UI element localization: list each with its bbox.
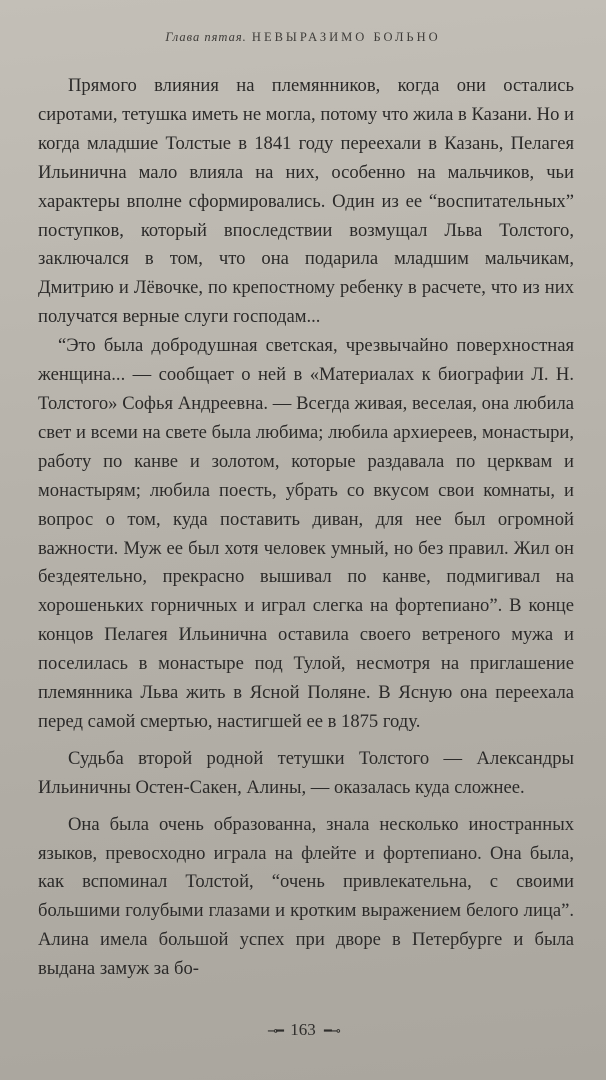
chapter-label: Глава пятая. (165, 30, 247, 44)
paragraph-1: Прямого влияния на племянников, когда они остались сиротами, тетушка иметь не могла, потому что жила в Казани. Но и когда младшие Толстые в 1841 году переехали в Казань, Пелагея Ильинична мало влияла на них, особенно на мальчиков, чьи характеры вполне сформировались. Один из ее “воспитательных” поступков, который впоследствии возмущал Льва Толстого, заключался в том, что она подарила младшим мальчикам, Дмитрию и Лёвочке, по крепостному ребенку в расчете, что из них получатся верные слуги господам... (38, 75, 574, 328)
chapter-title: НЕВЫРАЗИМО БОЛЬНО (251, 30, 441, 44)
ornament-left-icon: ⊸━ (267, 1023, 282, 1039)
running-head (0, 30, 606, 45)
page-footer (0, 1020, 606, 1040)
paragraph-3: Судьба второй родной тетушки Толстого — Александры Ильиничны Остен-Сакен, Алины, — оказалась куда сложнее. (38, 747, 574, 798)
ornament-right-icon: ━⊸ (324, 1023, 339, 1039)
page-number: 163 (290, 1020, 316, 1039)
paragraph-4: Она была очень образованна, знала несколько иностранных языков, превосходно играла на флейте и фортепиано. Она была, как вспоминал Толстой, “очень привлекательна, с своими большими голубыми глазами и кротким выражением белого лица”. Алина имела большой успех при дворе в Петербурге и была выдана замуж за бо- (38, 813, 574, 980)
body-text (38, 72, 574, 984)
paragraph-2: “Это была добродушная светская, чрезвычайно поверхностная женщина... — сообщает о ней в «Материалах к биографии Л. Н. Толстого» Софья Андреевна. — Всегда живая, веселая, она любила свет и всеми на свете была любима; любила архиереев, монастыри, работу по канве и золотом, которые раздавала по церквам и монастырям; любила поесть, убрать со вкусом свои комнаты, и вопрос о том, куда поставить диван, для нее был огромной важности. Муж ее был хотя человек умный, но без правил. Жил он бездеятельно, прекрасно вышивал по канве, подмигивал на хорошеньких горничных и играл слегка на фортепиано”. В конце концов Пелагея Ильинична оставила своего ветреного мужа и поселилась в монастыре под Тулой, несмотря на приглашение племянника Льва жить в Ясной Поляне. В Ясную она переехала перед самой смертью, настигшей ее в 1875 году. (38, 335, 574, 732)
